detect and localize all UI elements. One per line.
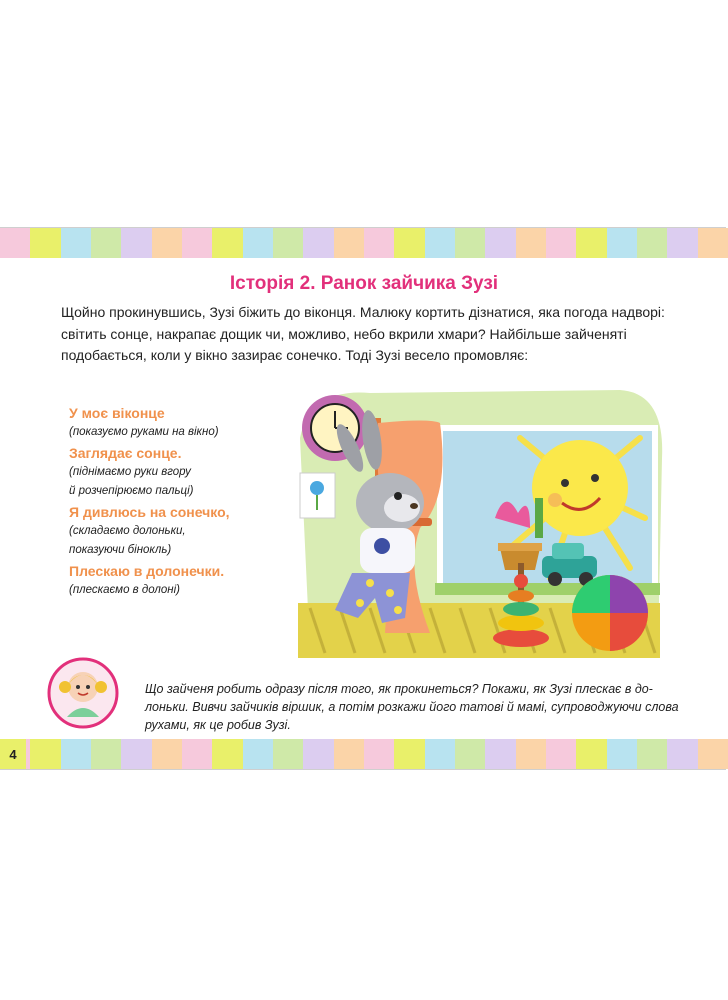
- bottom-stripe-border: [0, 739, 728, 769]
- poem-note: (плескаємо в долоні): [69, 584, 180, 596]
- poem-line: Я дивлюсь на сонечко,: [69, 504, 230, 520]
- stripe-segment: [61, 228, 91, 258]
- ball-icon: [572, 575, 648, 651]
- stripe-segment: [30, 739, 60, 769]
- stripe-segment: [546, 739, 576, 769]
- stripe-segment: [485, 228, 515, 258]
- page-title: Історія 2. Ранок зайчика Зузі: [229, 273, 499, 294]
- task-text: Що зайченя робить одразу після того, як прокинеться? Покажи, як Зузі плескає в до-лоньки. Вивчи зайчиків віршик, а потім розкажи його татові й мамі, супроводжуючи слова рухами, як це робив Зузі.: [145, 682, 679, 732]
- stripe-segment: [364, 228, 394, 258]
- book-page: [0, 227, 726, 770]
- intro-paragraph: Щойно прокинувшись, Зузі біжить до віконця. Малюку кортить дізнатися, яка погода надворі: світить сонце, накрапає дощик чи, можливо, небо вкрили хмари? Найбільше зайченяті подобається, коли у вікно зазирає сонечко. Тоді Зузі весело промовляє:: [61, 304, 665, 363]
- stripe-segment: [516, 739, 546, 769]
- top-stripe-border: [0, 228, 728, 258]
- stripe-segment: [667, 739, 697, 769]
- girl-avatar-icon: [47, 657, 119, 729]
- stripe-segment: [182, 739, 212, 769]
- page-number: 4: [0, 739, 26, 769]
- stripe-segment: [0, 228, 30, 258]
- stripe-segment: [485, 739, 515, 769]
- stripe-segment: [91, 739, 121, 769]
- poem-note-part: й розчепірюємо пальці): [69, 485, 194, 497]
- stripe-segment: [425, 739, 455, 769]
- stripe-segment: [212, 228, 242, 258]
- stripe-segment: [334, 739, 364, 769]
- stripe-segment: [698, 228, 728, 258]
- stripe-segment: [91, 228, 121, 258]
- stripe-segment: [303, 228, 333, 258]
- bunny-morning-illustration: [290, 378, 670, 668]
- poem-note-part: (складаємо долоньки,: [69, 525, 186, 537]
- stripe-segment: [273, 739, 303, 769]
- stripe-segment: [364, 739, 394, 769]
- stripe-segment: [516, 228, 546, 258]
- stripe-segment: [607, 739, 637, 769]
- stripe-segment: [152, 739, 182, 769]
- stripe-segment: [576, 228, 606, 258]
- stripe-segment: [607, 228, 637, 258]
- stripe-segment: [394, 739, 424, 769]
- stripe-segment: [212, 739, 242, 769]
- poem-note: [69, 541, 289, 560]
- stripe-segment: [576, 739, 606, 769]
- stripe-segment: [61, 739, 91, 769]
- stripe-segment: [243, 228, 273, 258]
- stripe-segment: [121, 228, 151, 258]
- stripe-segment: [637, 228, 667, 258]
- stripe-segment: [698, 739, 728, 769]
- stripe-segment: [455, 228, 485, 258]
- stripe-segment: [425, 228, 455, 258]
- poem-note-part: (піднімаємо руки вгору: [69, 466, 191, 478]
- poem-note-part: показуючи бінокль): [69, 544, 172, 556]
- flower-picture-icon: [300, 473, 335, 518]
- stripe-segment: [455, 739, 485, 769]
- stripe-segment: [273, 228, 303, 258]
- stripe-segment: [152, 228, 182, 258]
- stripe-segment: [303, 739, 333, 769]
- stripe-segment: [637, 739, 667, 769]
- poem-line: Плескаю в долонечки.: [69, 563, 225, 579]
- poem-line: Заглядає сонце.: [69, 445, 182, 461]
- poem: [69, 404, 289, 602]
- stripe-segment: [243, 739, 273, 769]
- stripe-segment: [394, 228, 424, 258]
- stripe-segment: [334, 228, 364, 258]
- poem-note: [69, 463, 289, 482]
- stripe-segment: [30, 228, 60, 258]
- poem-line: У моє віконце: [69, 405, 165, 421]
- poem-note: [69, 482, 289, 501]
- poem-note: [69, 522, 289, 541]
- poem-note: (показуємо руками на вікно): [69, 426, 219, 438]
- stripe-segment: [667, 228, 697, 258]
- stripe-segment: [121, 739, 151, 769]
- stripe-segment: [546, 228, 576, 258]
- stripe-segment: [182, 228, 212, 258]
